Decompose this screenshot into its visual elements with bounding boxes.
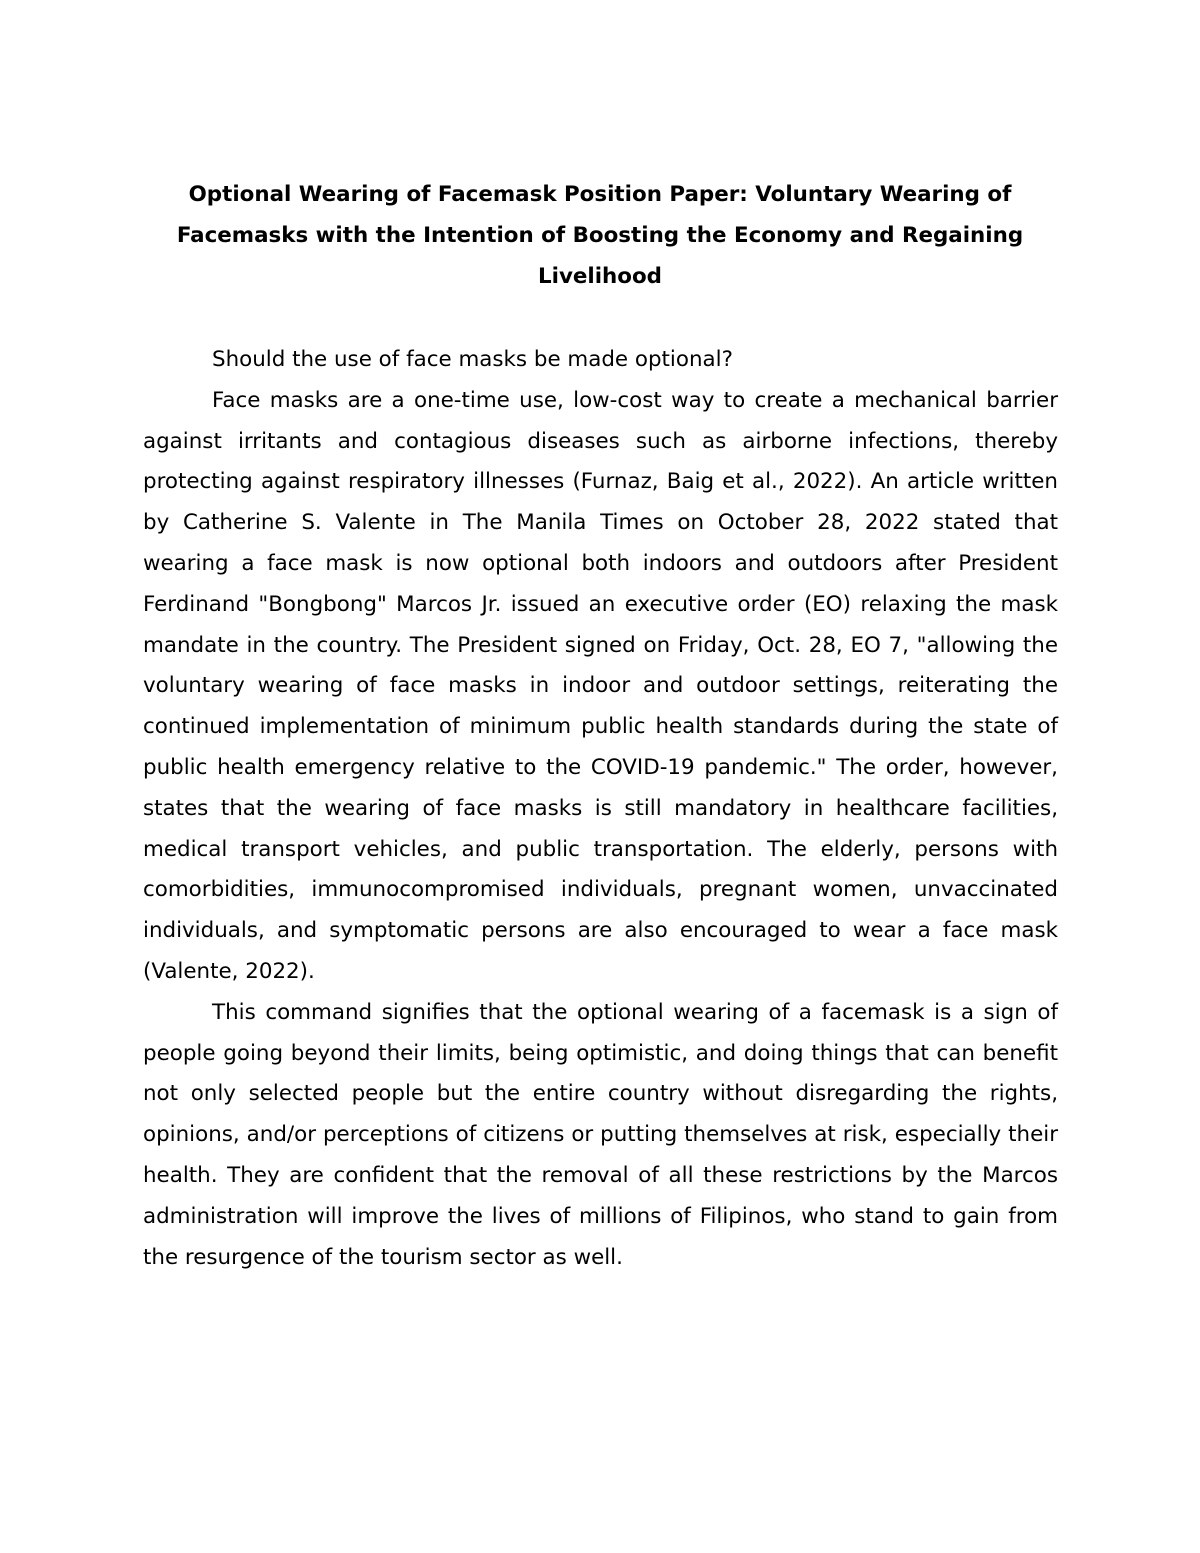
- document-title: Optional Wearing of Facemask Position Paper: Voluntary Wearing of Facemasks with the Intention of Boosting the Economy and Regaining Livelihood: [176, 182, 1024, 289]
- opening-question: Should the use of face masks be made optional?: [212, 347, 733, 372]
- document-body: [143, 340, 1058, 1278]
- body-paragraph-1: Face masks are a one-time use, low-cost way to create a mechanical barrier against irritants and contagious diseases such as airborne infections, thereby protecting against respiratory illnesses (Furnaz, Baig et al., 2022). An article written by Catherine S. Valente in The Manila Times on October 28, 2022 stated that wearing a face mask is now optional both indoors and outdoors after President Ferdinand "Bongbong" Marcos Jr. issued an executive order (EO) relaxing the mask mandate in the country. The President signed on Friday, Oct. 28, EO 7, "allowing the voluntary wearing of face masks in indoor and outdoor settings, reiterating the continued implementation of minimum public health standards during the state of public health emergency relative to the COVID-19 pandemic." The order, however, states that the wearing of face masks is still mandatory in healthcare facilities, medical transport vehicles, and public transportation. The elderly, persons with comorbidities, immunocompromised individuals, pregnant women, unvaccinated individuals, and symptomatic persons are also encouraged to wear a face mask (Valente, 2022).: [143, 387, 1058, 984]
- body-paragraph-2: This command signifies that the optional wearing of a facemask is a sign of people going beyond their limits, being optimistic, and doing things that can benefit not only selected people but the entire country without disregarding the rights, opinions, and/or perceptions of citizens or putting themselves at risk, especially their health. They are confident that the removal of all these restrictions by the Marcos administration will improve the lives of millions of Filipinos, who stand to gain from the resurgence of the tourism sector as well.: [143, 999, 1058, 1270]
